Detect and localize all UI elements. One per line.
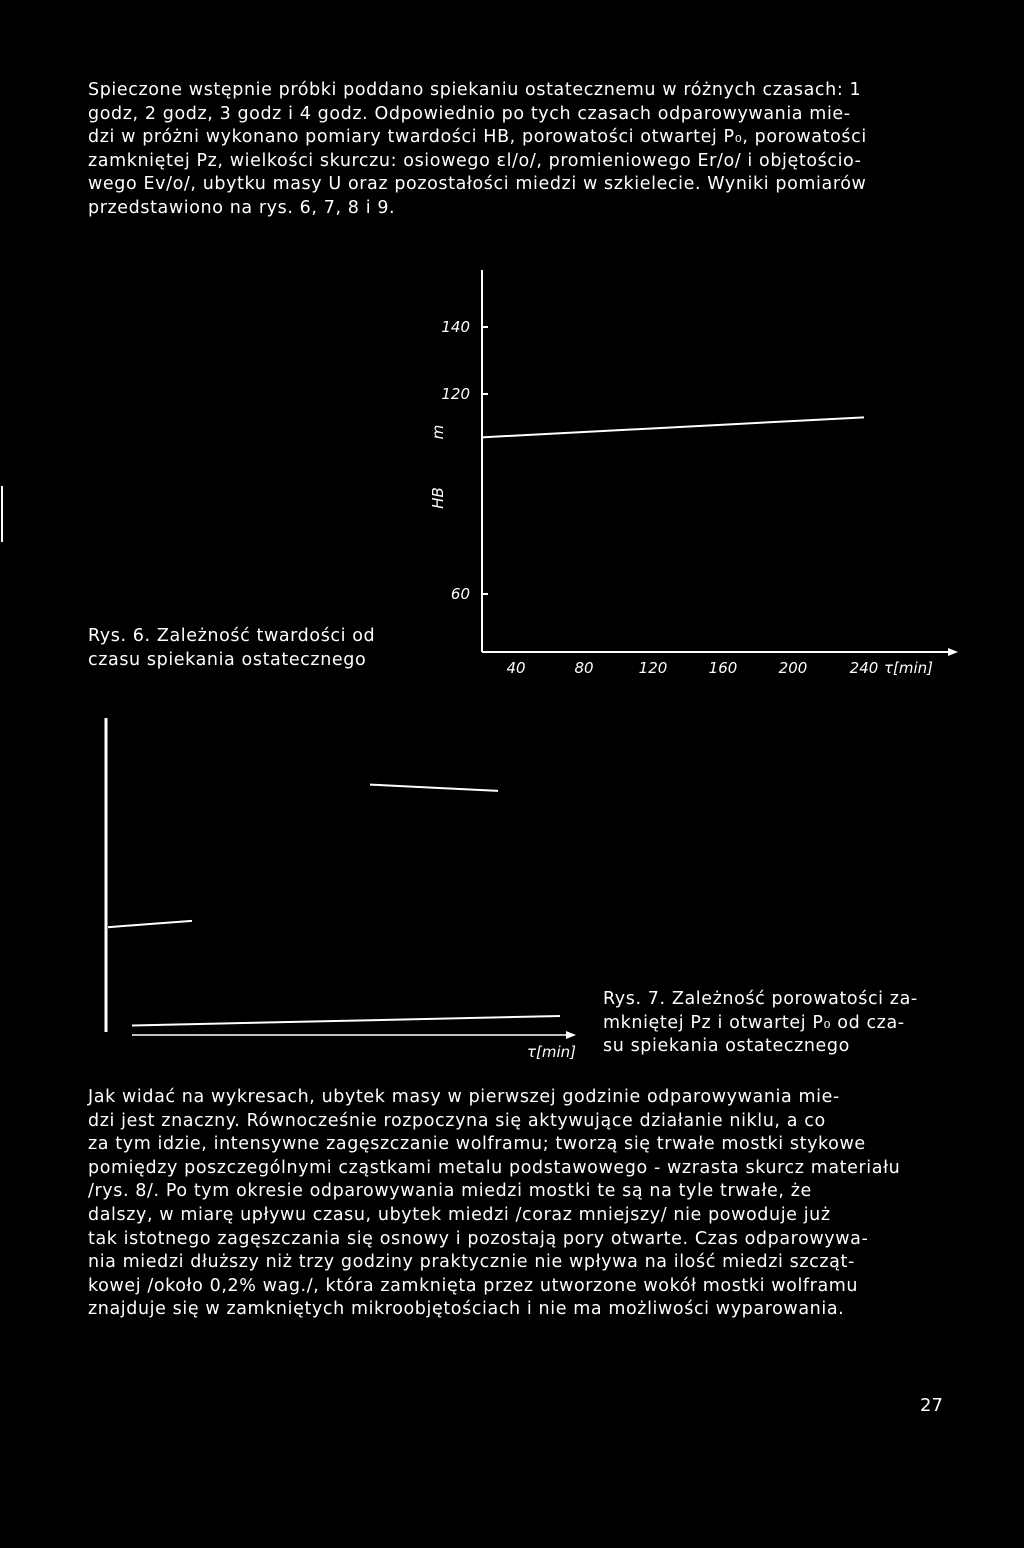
text-line: nia miedzi dłuższy niż trzy godziny praktycznie nie wpływa na ilość miedzi szcząt- [88, 1252, 855, 1273]
text-line: dalszy, w miarę upływu czasu, ubytek miedzi /coraz mniejszy/ nie powoduje już [88, 1204, 831, 1225]
text-line: zamkniętej Pz, wielkości skurczu: osiowego εl/o/, promieniowego Er/o/ i objętościo- [88, 150, 862, 171]
fig7-x-arrow [566, 1031, 576, 1039]
text-line: dzi w próżni wykonano pomiary twardości HB, porowatości otwartej P₀, porowatości [88, 127, 867, 148]
fig6-xtick-label: 40 [506, 659, 526, 677]
text-line: Jak widać na wykresach, ubytek masy w pierwszej godzinie odparowywania mie- [88, 1087, 840, 1107]
fig6-x-arrow [948, 648, 958, 656]
text-line: za tym idzie, intensywne zagęszczanie wolframu; tworzą się trwałe mostki stykowe [88, 1134, 866, 1155]
caption-line: czasu spiekania ostatecznego [88, 649, 367, 670]
fig6-chart [2, 270, 958, 677]
caption-line: Rys. 6. Zależność twardości od [88, 626, 376, 646]
text-line: kowej /około 0,2% wag./, która zamknięta przez utworzone wokół mostki wolframu [88, 1275, 859, 1296]
page-number: 27 [920, 1395, 943, 1416]
fig7-xlabel: τ[min] [527, 1043, 577, 1061]
fig6-ylabel-top: m [429, 424, 447, 440]
fig7-series-line [108, 921, 192, 927]
text-line: /rys. 8/. Po tym okresie odparowywania miedzi mostki te są na tyle trwałe, że [88, 1181, 812, 1202]
fig7-caption [603, 988, 918, 1059]
fig7-series-line [370, 785, 498, 791]
fig6-ylabel: HB [429, 487, 447, 509]
fig7-chart [106, 718, 576, 1061]
fig6-xtick-label: 120 [638, 659, 668, 677]
fig6-caption [88, 625, 375, 672]
text-line: wego Ev/o/, ubytku masy U oraz pozostałości miedzi w szkielecie. Wyniki pomiarów [88, 174, 867, 195]
fig6-xtick-label: 240 [849, 659, 879, 677]
fig6-xtick-label: 200 [778, 659, 808, 677]
caption-line: mkniętej Pz i otwartej P₀ od cza- [603, 1012, 905, 1033]
caption-line: su spiekania ostatecznego [603, 1036, 850, 1057]
fig6-xlabel: τ[min] [884, 659, 934, 677]
fig6-ytick-label: 140 [441, 318, 470, 336]
fig7-series-line [132, 1016, 560, 1026]
fig6-series-line [482, 417, 864, 437]
text-line: godz, 2 godz, 3 godz i 4 godz. Odpowiednio po tych czasach odparowywania mie- [88, 103, 851, 124]
caption-line: Rys. 7. Zależność porowatości za- [603, 989, 918, 1009]
fig6-xtick-label: 160 [708, 659, 738, 677]
text-line: Spieczone wstępnie próbki poddano spiekaniu ostatecznemu w różnych czasach: 1 [88, 80, 862, 100]
body-paragraph [88, 1086, 948, 1322]
text-line: pomiędzy poszczególnymi cząstkami metalu podstawowego - wzrasta skurcz materiału [88, 1157, 901, 1178]
text-line: znajduje się w zamkniętych mikroobjętościach i nie ma możliwości wyparowania. [88, 1299, 845, 1320]
text-line: przedstawiono na rys. 6, 7, 8 i 9. [88, 197, 396, 218]
fig6-xtick-label: 80 [574, 659, 594, 677]
fig6-ytick-label: 120 [441, 385, 470, 403]
fig6-ytick-label: 60 [450, 585, 470, 603]
text-line: dzi jest znaczny. Równocześnie rozpoczyna się aktywujące działanie niklu, a co [88, 1110, 826, 1131]
text-line: tak istotnego zagęszczania się osnowy i pozostają pory otwarte. Czas odparowywa- [88, 1228, 869, 1249]
